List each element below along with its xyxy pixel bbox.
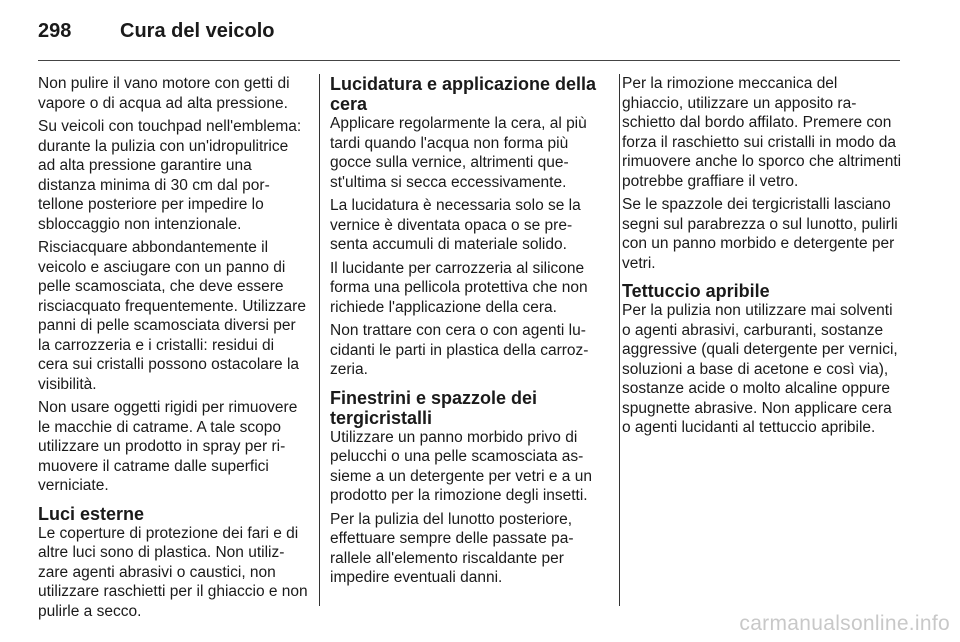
paragraph: Utilizzare un panno morbido privo di pelucchi o una pelle scamosciata assieme a un detergente per vetri e a un prodotto per la rimozione degli insetti. — [330, 428, 592, 504]
page-title: Cura del veicolo — [120, 20, 275, 42]
column-divider — [319, 74, 320, 606]
paragraph: Non usare oggetti rigidi per rimuovere le macchie di catrame. A tale scopo utilizzare un prodotto in spray per rimuovere il catrame dalle superfici verniciate. — [38, 399, 298, 494]
page-number: 298 — [38, 20, 72, 42]
column-2 — [330, 74, 604, 592]
paragraph: La lucidatura è necessaria solo se la vernice è diventata opaca o se presenta accumuli di materiale solido. — [330, 197, 581, 253]
paragraph: Risciacquare abbondantemente il veicolo e asciugare con un panno di pelle scamosciata, che deve essere risciacquato frequentemente. Utilizzare panni di pelle scamosciata diversi per la carrozzeria e i cristalli: residui di cera sui cristalli possono ostacolare la visibilità. — [38, 239, 306, 393]
paragraph: Applicare regolarmente la cera, al più tardi quando l'acqua non forma più gocce sulla vernice, altrimenti quest'ultima si secca eccessivamente. — [330, 115, 587, 191]
paragraph: Se le spazzole dei tergicristalli lasciano segni sul parabrezza o sul lunotto, pulirli con un panno morbido e detergente per vetri. — [622, 196, 898, 272]
column-divider — [619, 74, 620, 606]
header-rule — [38, 60, 900, 61]
section-heading-luci-esterne: Luci esterne — [38, 503, 145, 524]
paragraph: Non trattare con cera o con agenti lucidanti le parti in plastica della carrozzeria. — [330, 322, 589, 378]
paragraph: Non pulire il vano motore con getti di vapore o di acqua ad alta pressione. — [38, 75, 290, 112]
paragraph: Per la pulizia del lunotto posteriore, effettuare sempre delle passate parallele all'elemento riscaldante per impedire eventuali danni. — [330, 510, 574, 586]
paragraph: Su veicoli con touchpad nell'emblema: durante la pulizia con un'idropulitrice ad alta pressione garantire una distanza minima di 30 cm dal portellone posteriore per impedire lo sbloccaggio non intenzionale. — [38, 118, 302, 233]
column-3 — [622, 74, 902, 442]
paragraph: Le coperture di protezione dei fari e di altre luci sono di plastica. Non utilizzare agenti abrasivi o caustici, non utilizzare raschietti per il ghiaccio e non pulirle a secco. — [38, 524, 308, 620]
section-heading-tettuccio: Tettuccio apribile — [622, 281, 770, 301]
paragraph: Per la rimozione meccanica del ghiaccio, utilizzare un apposito raschietto dal bordo affilato. Premere con forza il raschietto sui cristalli in modo da rimuovere anche lo sporco che altrimenti potrebbe graffiare il vetro. — [622, 75, 902, 190]
paragraph: Il lucidante per carrozzeria al silicone forma una pellicola protettiva che non richiede l'applicazione della cera. — [330, 259, 588, 316]
section-heading-finestrini: Finestrini e spazzole dei tergicristalli — [330, 387, 538, 428]
watermark: carmanualsonline.info — [739, 612, 950, 635]
paragraph: Per la pulizia non utilizzare mai solventi o agenti abrasivi, carburanti, sostanze aggressive (quali detergente per vernici, soluzioni a base di acetone e così via), sostanze acide o molto alcaline oppure spugnette abrasive. Non applicare cera o agenti lucidanti al tettuccio apribile. — [622, 302, 898, 436]
section-heading-lucidatura: Lucidatura e applicazione della cera — [330, 74, 597, 114]
column-1 — [38, 74, 308, 625]
